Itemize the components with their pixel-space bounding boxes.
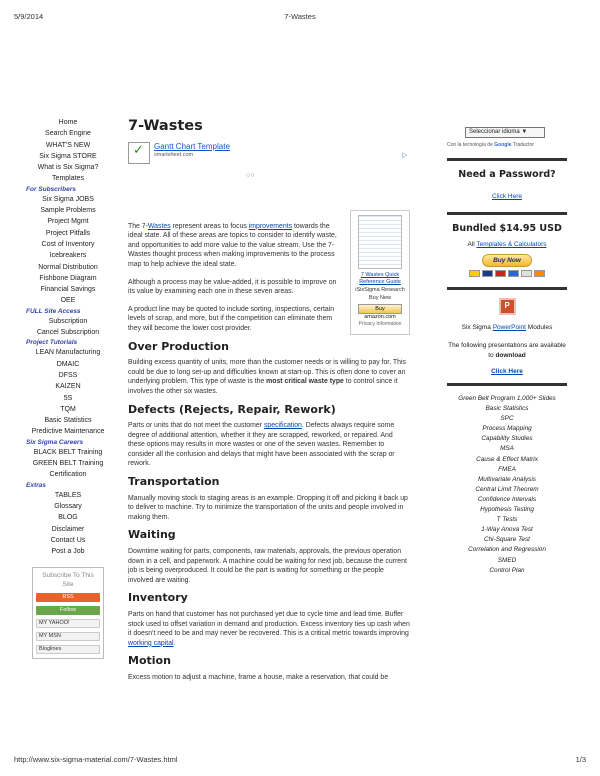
ppt-modules-line: Six Sigma PowerPoint Modules <box>461 324 553 331</box>
specification-link[interactable]: specification <box>263 422 302 430</box>
module-item: Confidence Intervals <box>477 495 537 503</box>
left-navigation <box>22 117 114 659</box>
module-item: Control Plan <box>489 566 525 574</box>
nav-item-certification[interactable]: Certification <box>49 471 87 479</box>
nav-item-predictive-maintenance[interactable]: Predictive Maintenance <box>31 428 105 436</box>
module-item: Cause & Effect Matrix <box>476 455 538 463</box>
nav-group-subscribers <box>22 194 114 307</box>
nav-group-careers <box>22 447 114 481</box>
print-date: 5/9/2014 <box>14 12 44 21</box>
nav-item-project-mgmt[interactable]: Project Mgmt <box>47 218 89 226</box>
nav-item-financial-savings[interactable]: Financial Savings <box>40 286 96 294</box>
page-title: 7-Wastes <box>128 118 203 134</box>
module-item: Capability Studies <box>481 435 533 443</box>
bundle-title: Bundled $14.95 USD <box>452 223 562 234</box>
heading-transportation: Transportation <box>128 475 220 489</box>
ad-choices-icon[interactable]: ▷ <box>402 152 408 159</box>
google-logo: Google <box>494 142 512 148</box>
nav-group-extras <box>22 490 114 558</box>
nav-heading-subscribers: For Subscribers <box>26 185 76 193</box>
module-item: MSA <box>500 445 514 453</box>
language-select[interactable]: Seleccionar idioma ▼ <box>465 127 545 138</box>
nav-item-post-a-job[interactable]: Post a Job <box>51 548 85 556</box>
waiting-text: Downtime waiting for parts, components, raw materials, approvals, the previous operation down in a cell, and paperwork. A machine could be waiting for next job, because the current job is being overproduced. It could be the part is waiting for something or the people involved are waiting. <box>128 548 407 584</box>
privacy-information-link[interactable]: Privacy Information <box>358 321 402 327</box>
templates-calculators-link[interactable]: Templates & Calculators <box>476 241 547 248</box>
nav-item-templates[interactable]: Templates <box>52 175 84 183</box>
wastes-link[interactable]: Wastes <box>147 222 171 230</box>
inventory-text: Parts on hand that customer has not purchased yet due to cycle time and lead time. Buffer stock used to offset variation in demand and production. Excess inventory ties up cash when it doesn't need to be and may never be recovered. This is a critical metric towards improving working capital. <box>128 611 410 647</box>
password-click-here[interactable]: Click Here <box>492 193 522 200</box>
my-msn-button[interactable]: MY MSN <box>36 632 100 641</box>
credit-card-icon <box>495 270 506 277</box>
nav-item-basic-statistics[interactable]: Basic Statistics <box>44 417 92 425</box>
nav-item-six-sigma-store[interactable]: Six Sigma STORE <box>39 152 97 160</box>
ad-carousel-dots[interactable]: ○○ <box>246 172 255 179</box>
main-content <box>128 118 410 691</box>
subscribe-box <box>32 567 104 659</box>
module-list <box>447 394 567 576</box>
nav-item-dfss[interactable]: DFSS <box>58 371 78 379</box>
ad-banner[interactable] <box>128 142 410 176</box>
print-url[interactable]: http://www.six-sigma-material.com/7-Wastes.html <box>14 755 178 764</box>
module-item: FMEA <box>498 465 516 473</box>
nav-item-subscription[interactable]: Subscription <box>48 317 88 325</box>
intro-paragraph-2: Although a process may be value-added, it is possible to improve on its value by examining each one in these seven areas. <box>128 278 337 296</box>
powerpoint-icon: P <box>499 298 516 315</box>
card-buy-new: Buy New <box>368 295 391 301</box>
intro-paragraph-3: A product line may be quoted to include sorting, inspections, certain levels of scrap, and more, but if the competition can eliminate them they will become the lower cost provider. <box>128 305 335 332</box>
card-publisher: iSixSigma Research <box>355 287 405 293</box>
module-item: SMED <box>497 556 517 564</box>
nav-item-disclaimer[interactable]: Disclaimer <box>51 525 85 533</box>
heading-motion: Motion <box>128 654 171 668</box>
translator-credit: Con la tecnología de Google Traductor <box>447 142 535 148</box>
rss-button[interactable]: RSS <box>36 593 100 602</box>
follow-button[interactable]: Follow <box>36 606 100 615</box>
critical-waste-bold: most critical waste type <box>266 378 344 386</box>
nav-item-cost-of-inventory[interactable]: Cost of Inventory <box>41 240 95 248</box>
module-item: Basic Statistics <box>485 405 529 413</box>
quick-reference-link[interactable]: 7 Wastes Quick Reference Guide <box>359 272 401 285</box>
ad-domain: smartsheet.com <box>154 152 194 159</box>
nav-item-cancel-subscription[interactable]: Cancel Subscription <box>36 329 100 337</box>
module-item: Central Limit Theorem <box>475 485 539 493</box>
nav-item-search-engine[interactable]: Search Engine <box>45 130 91 138</box>
module-item: Multivariate Analysis <box>477 475 536 483</box>
intro-paragraph-1: The 7-Wastes represent areas to focus improvements towards the ideal state. All of these areas are topics to consider to identify waste, and opportunities to add more value to the value stream. Use the 7-Wastes thought process when making improvements to the process map to help achieve the ideal state. <box>128 222 337 268</box>
over-production-text: Building excess quantity of units, more than the customer needs or is willing to pay for. This could be due to long set-up and difficulties known at start-up. This is often done to cover an underlying problem. This type of waste is the most critical waste type to control since it involves the other six wastes. <box>128 359 406 395</box>
credit-card-icon <box>508 270 519 277</box>
nav-group-full-access <box>22 316 114 339</box>
nav-item-kaizen[interactable]: KAIZEN <box>55 383 81 391</box>
nav-item-lean-manufacturing[interactable]: LEAN Manufacturing <box>35 349 101 357</box>
nav-item-home[interactable]: Home <box>58 119 78 126</box>
module-item: Green Belt Program 1,000+ Slides <box>458 395 556 402</box>
nav-item-six-sigma-jobs[interactable]: Six Sigma JOBS <box>42 195 94 203</box>
credit-card-icon <box>534 270 545 277</box>
nav-item-oee[interactable]: OEE <box>60 297 76 305</box>
defects-text: Parts or units that do not meet the customer specification. Defects always require some degree of additional attention, whether it they are scrapped, reworked, or repaired. And these options may results in more wastes or one of the seven wastes. Remember to consider all the confusion and delays that might have been associated with the scrap or rework. <box>128 422 395 468</box>
nav-heading-tutorials: Project Tutorials <box>26 339 78 347</box>
credit-card-icon <box>482 270 493 277</box>
bloglines-button[interactable]: Bloglines <box>36 645 100 654</box>
heading-defects: Defects (Rejects, Repair, Rework) <box>128 402 336 416</box>
module-item: Process Mapping <box>482 425 532 433</box>
powerpoint-link[interactable]: PowerPoint <box>492 324 526 331</box>
module-item: Correlation and Regression <box>468 546 546 554</box>
nav-item-icebreakers[interactable]: Icebreakers <box>49 252 87 260</box>
improvements-link[interactable]: improvements <box>248 222 293 230</box>
nav-item-tqm[interactable]: TQM <box>60 405 76 413</box>
divider <box>447 212 567 215</box>
working-capital-link[interactable]: working capital <box>128 639 174 647</box>
nav-item-sample-problems[interactable]: Sample Problems <box>40 207 96 215</box>
right-sidebar <box>447 127 567 576</box>
quick-reference-card <box>350 210 410 335</box>
nav-item-5s[interactable]: 5S <box>63 394 73 402</box>
motion-text: Excess motion to adjust a machine, frame a house, make a reservation, that could be <box>128 673 389 681</box>
nav-item-contact-us[interactable]: Contact Us <box>50 536 86 544</box>
module-item: T Tests <box>496 516 518 524</box>
my-yahoo-button[interactable]: MY YAHOO! <box>36 619 100 628</box>
divider <box>447 287 567 290</box>
nav-heading-extras: Extras <box>26 481 46 489</box>
divider <box>447 158 567 161</box>
divider <box>447 383 567 386</box>
heading-over-production: Over Production <box>128 339 229 353</box>
module-item: 1-Way Anova Test <box>481 526 533 534</box>
print-title: 7-Wastes <box>284 12 316 21</box>
ad-title[interactable]: Gantt Chart Template <box>154 141 230 151</box>
nav-item-green-belt-training[interactable]: GREEN BELT Training <box>32 460 104 468</box>
payment-cards <box>447 270 567 277</box>
nav-item-black-belt-training[interactable]: BLACK BELT Training <box>33 448 103 456</box>
module-item: Hypothesis Testing <box>480 506 534 514</box>
credit-card-icon <box>469 270 480 277</box>
credit-card-icon <box>521 270 532 277</box>
nav-item-tables[interactable]: TABLES <box>54 491 82 499</box>
subscribe-title[interactable]: Subscribe To This Site <box>42 572 94 589</box>
book-cover-image[interactable] <box>358 215 402 269</box>
nav-item-dmaic[interactable]: DMAIC <box>56 360 80 368</box>
nav-item-what-is-six-sigma[interactable]: What is Six Sigma? <box>37 164 99 172</box>
nav-heading-careers: Six Sigma Careers <box>26 438 84 446</box>
nav-group-main <box>22 117 114 185</box>
module-item: Chi-Square Test <box>484 536 530 544</box>
buy-now-button[interactable]: Buy Now <box>482 254 532 267</box>
transportation-text: Manually moving stock to staging areas is an example. Dropping it off and picking it back up to deliver to machine. Try to minimize the transportation of the units and people involved in making them. <box>128 494 408 521</box>
heading-inventory: Inventory <box>128 591 188 605</box>
nav-item-project-pitfalls[interactable]: Project Pitfalls <box>45 229 91 237</box>
heading-waiting: Waiting <box>128 528 176 542</box>
templates-line: All Templates & Calculators <box>467 241 547 248</box>
nav-item-what-s-new[interactable]: WHAT'S NEW <box>45 141 91 149</box>
print-page-number: 1/3 <box>575 755 586 764</box>
nav-item-fishbone-diagram[interactable]: Fishbone Diagram <box>39 274 97 282</box>
nav-item-normal-distribution[interactable]: Normal Distribution <box>38 263 98 271</box>
nav-item-glossary[interactable]: Glossary <box>54 502 82 510</box>
amazon-buy-button[interactable]: Buy amazon.com <box>358 304 402 314</box>
nav-group-tutorials <box>22 347 114 437</box>
modules-click-here[interactable]: Click Here <box>491 368 523 375</box>
nav-heading-full-access: FULL Site Access <box>26 307 81 315</box>
module-item: SPC <box>500 415 514 423</box>
checkmark-icon: ✓ <box>128 142 150 164</box>
following-text: The following presentations are available to download <box>448 342 566 359</box>
nav-item-blog[interactable]: BLOG <box>58 514 78 522</box>
password-title: Need a Password? <box>458 169 556 180</box>
